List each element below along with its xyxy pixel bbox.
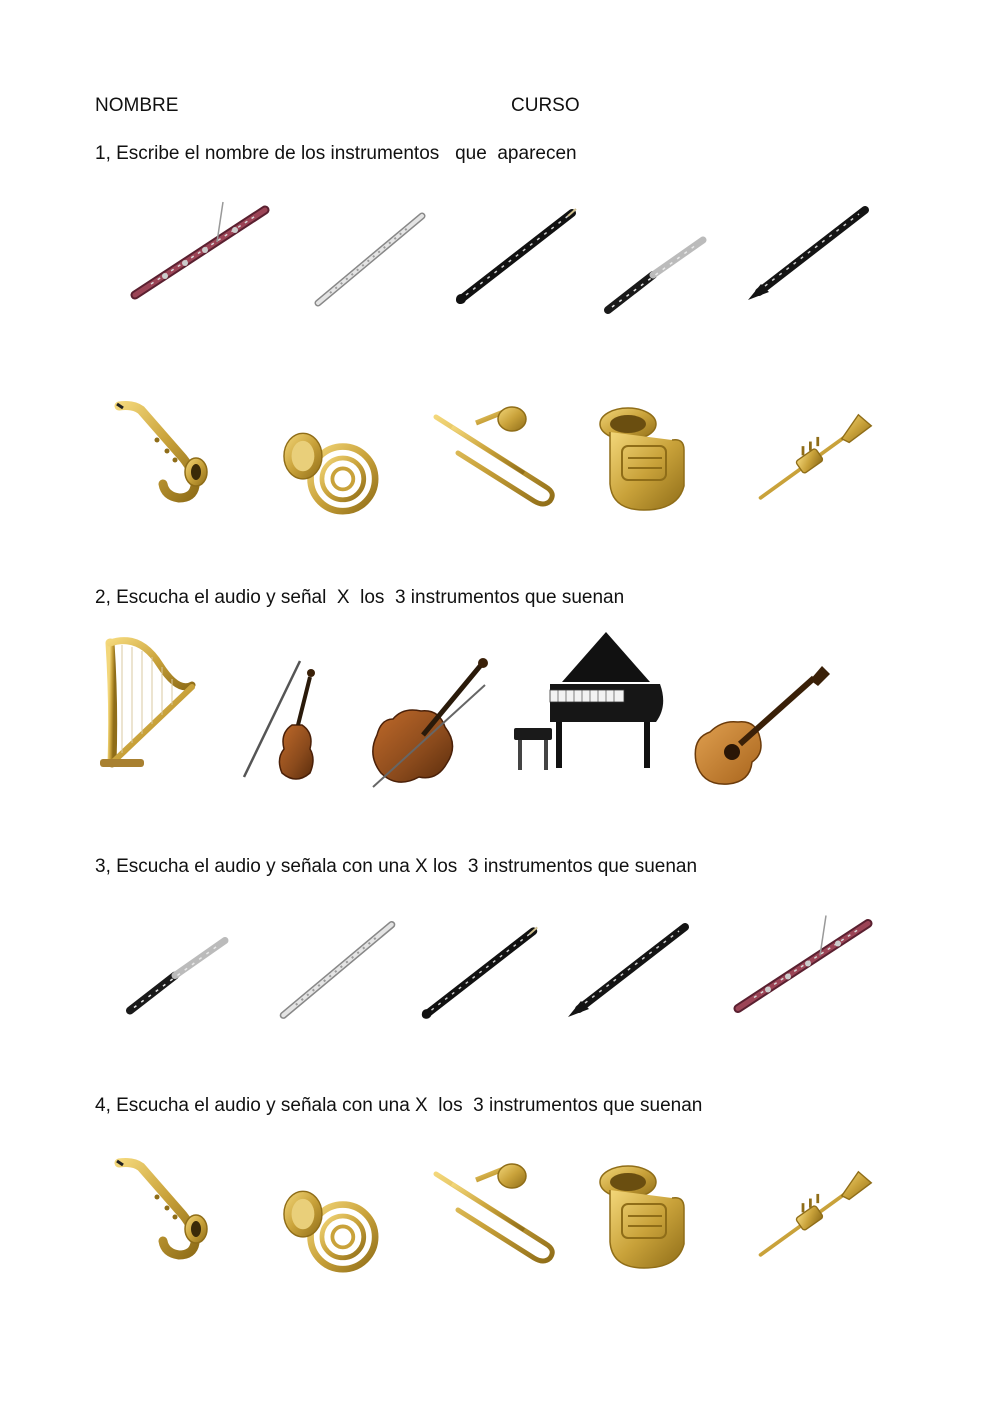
- tuba-icon: [588, 402, 698, 520]
- harp-icon: [100, 635, 200, 775]
- trumpet-icon: [755, 405, 875, 515]
- guitar-icon: [690, 660, 835, 790]
- tuba-icon: [588, 1160, 698, 1278]
- bassoon-icon: [125, 200, 275, 305]
- clarinet-icon: [745, 200, 875, 308]
- grand-piano-icon: [510, 628, 670, 778]
- trumpet-icon: [755, 1162, 875, 1272]
- violin-icon: [235, 655, 325, 785]
- name-label: NOMBRE: [95, 95, 179, 116]
- french-horn-icon: [268, 420, 393, 515]
- piccolo-icon: [598, 230, 708, 315]
- bassoon-icon: [728, 910, 878, 1022]
- question-3: 3, Escucha el audio y señala con una X los 3 instrumentos que suenan: [95, 856, 698, 877]
- question-2: 2, Escucha el audio y señal X los 3 instrumentos que suenan: [95, 587, 625, 608]
- question-1: 1, Escribe el nombre de los instrumentos que aparecen: [95, 143, 577, 164]
- question-4: 4, Escucha el audio y señala con una X los 3 instrumentos que suenan: [95, 1095, 703, 1116]
- cello-icon: [363, 655, 493, 795]
- trombone-icon: [428, 1162, 563, 1272]
- course-label: CURSO: [511, 95, 580, 116]
- oboe-icon: [452, 205, 582, 310]
- clarinet-icon: [565, 915, 695, 1027]
- saxophone-icon: [103, 1155, 223, 1263]
- saxophone-icon: [103, 398, 223, 506]
- oboe-icon: [418, 918, 543, 1030]
- french-horn-icon: [268, 1178, 393, 1273]
- piccolo-icon: [120, 918, 230, 1028]
- flute-icon: [310, 208, 430, 313]
- trombone-icon: [428, 405, 563, 515]
- flute-icon: [275, 915, 400, 1027]
